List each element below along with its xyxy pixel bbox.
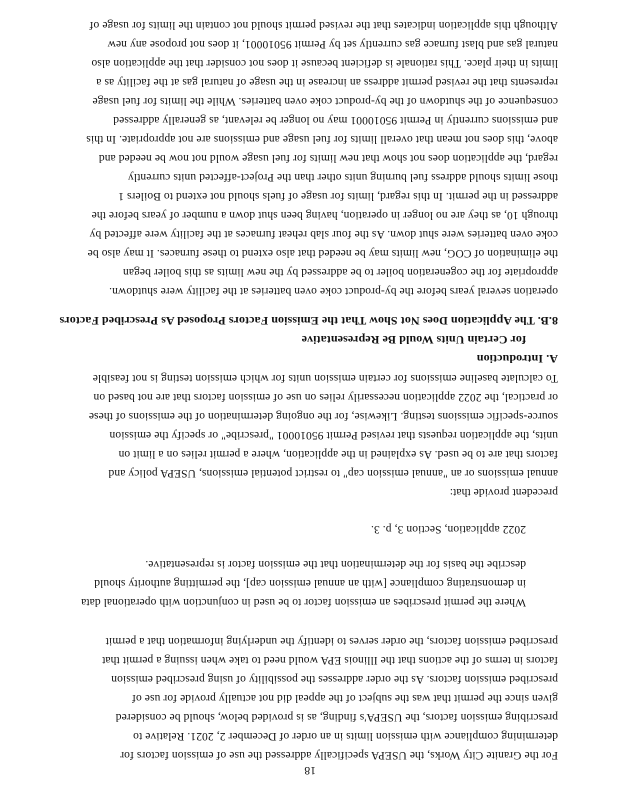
paragraph-line: addressed in the permit. In this regard, limits for usage of fuels should not extend to Boilers 1	[118, 190, 558, 202]
paragraph-line: consequence of the shutdown of the by-product coke oven batteries. While the limits for fuel usage	[92, 95, 558, 107]
quote-line: in demonstrating compliance [with an annual emission cap], the permitting authority should	[94, 577, 526, 589]
paragraph-line: determining compliance with emission limits in an order of December 2, 2021. Relative to	[133, 730, 558, 742]
paragraph-line: prescribed emission factors, the order serves to identify the underlying information that a permit	[105, 635, 558, 647]
paragraph-line: annual emissions or an "annual emission cap" to restrict potential emissions, USEPA policy and	[108, 467, 558, 479]
paragraph-line: prescribing emission factors, the USEPA's finding, as is provided below, should be considered	[115, 711, 558, 723]
paragraph-line: limits in their place. This rationale is deficient because it does not consider that the application also	[91, 57, 558, 69]
paragraph-line: source-specific emissions testing. Likewise, for the ongoing determination of the emissions of these	[88, 410, 558, 422]
paragraph-line: To calculate baseline emissions for certain emission units for which emission testing is not feasible	[92, 372, 558, 384]
paragraph-line: or practical, the 2022 application necessarily relies on use of emission factors that are not based on	[93, 391, 558, 403]
paragraph-line: appropriate for the cogeneration boiler to be addressed by the new limits as this boiler began	[122, 266, 558, 278]
paragraph-line: regard, the application does not show that new limits for fuel usage would not now be needed and	[98, 152, 558, 164]
paragraph-line: Although this application indicates that the revised permit should not contain the limits for usage of	[89, 19, 558, 31]
quote-line: describe the basis for the determination that the emission factor is representative.	[145, 558, 526, 570]
paragraph-line: natural gas and blast furnace gas currently set by Permit 95010001, it does not propose any new	[107, 38, 558, 50]
quote-line: Where the permit prescribes an emission factor to be used in conjunction with operational data	[81, 596, 526, 608]
paragraph-line: represents that the revised permit address an increase in the usage of natural gas at the facility as a	[96, 76, 558, 88]
paragraph-line: factors in terms of the actions that the Illinois EPA would need to take when issuing a permit that	[102, 654, 558, 666]
paragraph-line: through 10, as they are no longer in operation, having been shut down a number of years before the	[91, 209, 558, 221]
paragraph-line: those limits should address fuel burning units other than the Project-affected units currently	[127, 171, 558, 183]
paragraph-line: given since the permit that was the subject of the appeal did not actually provide for use of	[131, 692, 558, 704]
paragraph-line: prescribed emission factors. As the order addresses the possibility of using prescribed emission	[111, 673, 558, 685]
section-subheading: A. Introduction	[476, 352, 558, 366]
page-number: 18	[304, 764, 316, 776]
quote-citation: 2022 application, Section 3, p. 3.	[370, 523, 526, 535]
section-heading-line-2: for Certain Units Would Be Representative	[301, 333, 526, 347]
paragraph-line: coke oven batteries were shut down. As the four slab reheat furnaces at the facility were affected by	[89, 228, 558, 240]
section-heading: 8.B. The Application Does Not Show That the Emission Factors Proposed As Prescribed Factors	[59, 314, 558, 328]
paragraph-line: precedent provide that:	[449, 486, 558, 498]
paragraph-line: units, the application requests that revised Permit 95010001 "prescribe" or specify the emission	[109, 429, 558, 441]
paragraph-line: the elimination of COG, new limits may be needed that also extend to these furnaces. It may also be	[87, 247, 558, 259]
paragraph-line: For the Granite City Works, the USEPA specifically addressed the use of emission factors for	[120, 749, 558, 761]
paragraph-line: above, this does not mean that overall limits for fuel usage and emissions are not appropriate. In this	[86, 133, 558, 145]
paragraph-line: operation several years before the by-product coke oven batteries at the facility were shutdown.	[109, 285, 558, 297]
paragraph-line: and emissions currently in Permit 95010001 may no longer be relevant, as generally addressed	[113, 114, 558, 126]
paragraph-line: factors that are to be used. As explained in the application, where a permit relies on a limit on	[118, 448, 558, 460]
